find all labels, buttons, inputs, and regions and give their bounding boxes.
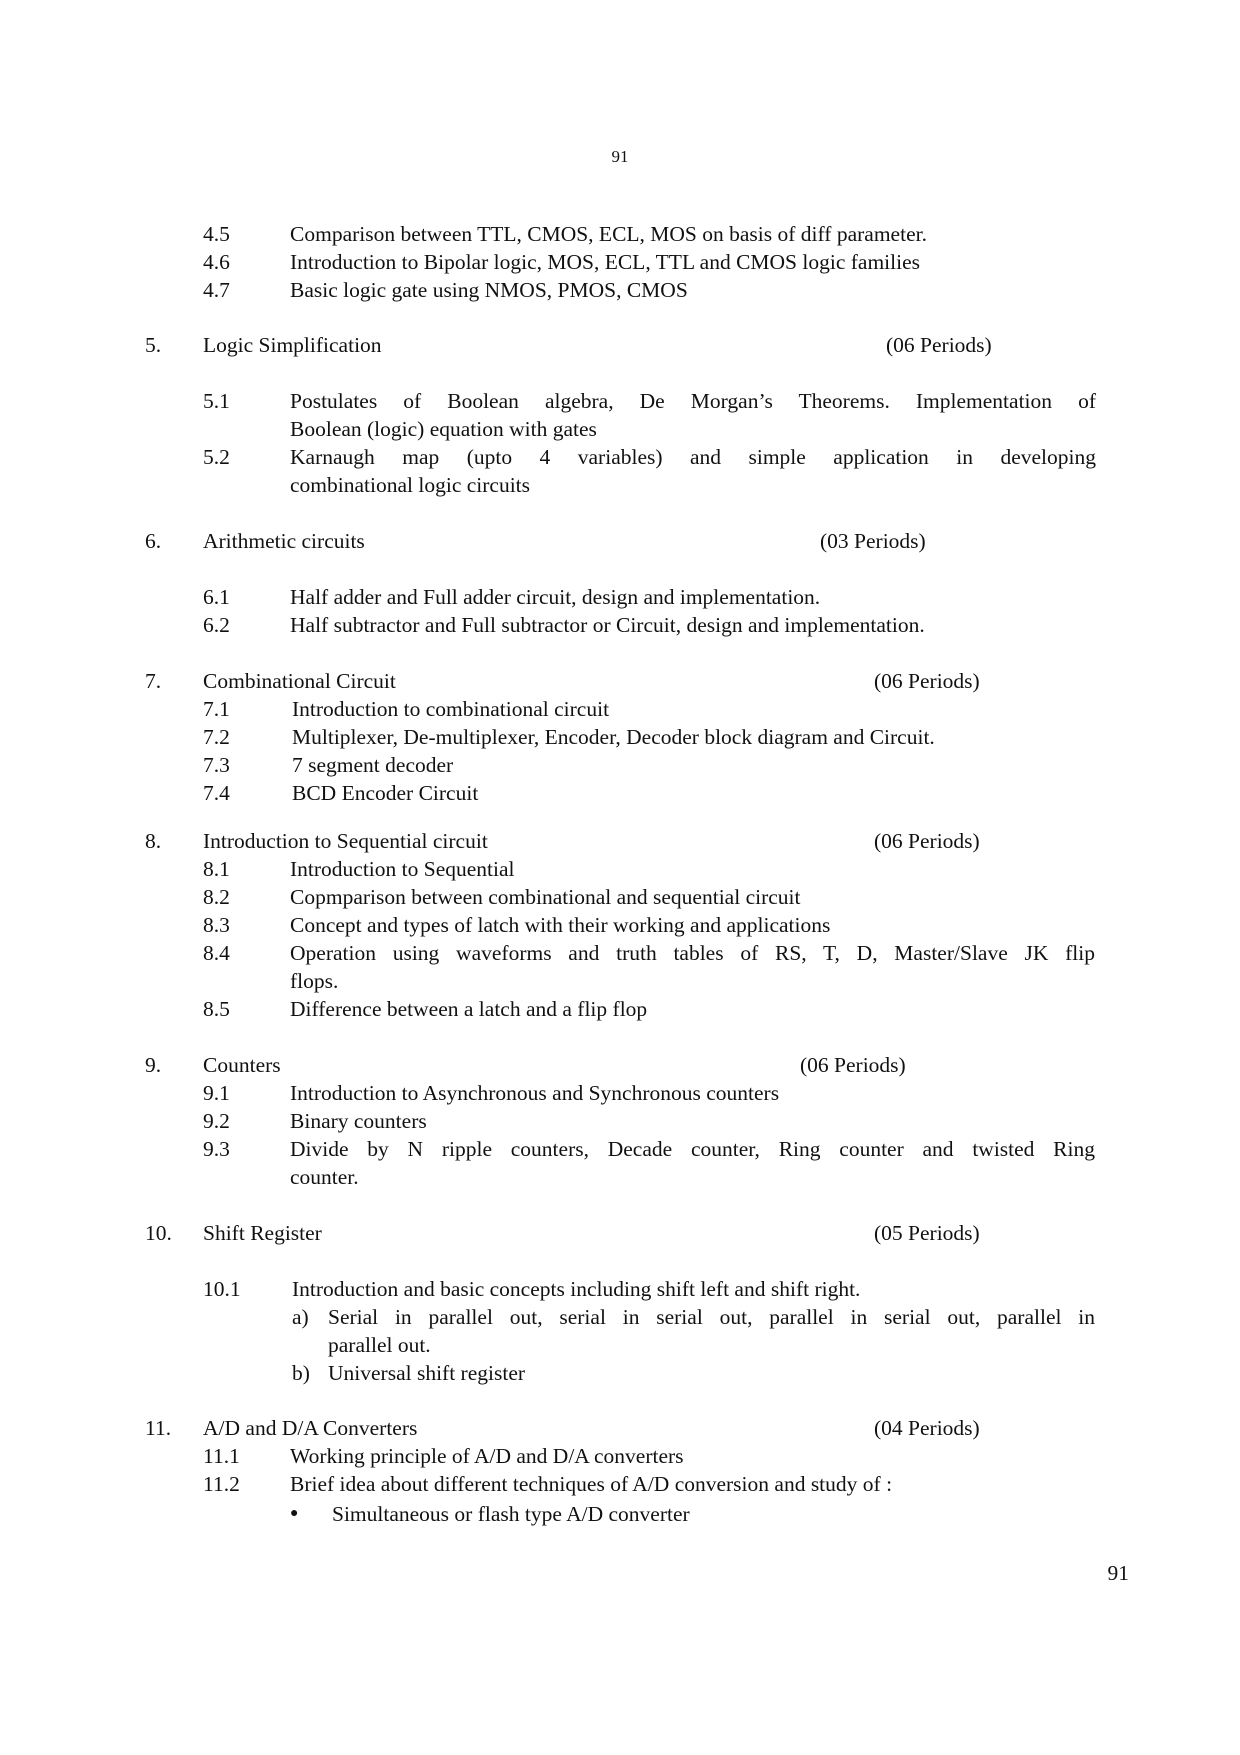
list-item-continuation bbox=[0, 471, 1240, 499]
section-periods: (03 Periods) bbox=[820, 529, 926, 553]
item-text: combinational logic circuits bbox=[290, 473, 531, 497]
bullet-item bbox=[0, 1500, 1240, 1528]
section-heading bbox=[0, 1219, 1240, 1247]
item-number: 5.2 bbox=[203, 445, 230, 469]
item-number: 8.4 bbox=[203, 941, 230, 965]
list-subitem bbox=[0, 1303, 1240, 1331]
list-item bbox=[0, 1275, 1240, 1303]
item-text: Postulates of Boolean algebra, De Morgan’s Theorems. Implementation of bbox=[290, 389, 1096, 413]
list-item-continuation bbox=[0, 1163, 1240, 1191]
item-text: Difference between a latch and a flip flop bbox=[290, 997, 648, 1021]
item-number: 11.2 bbox=[203, 1472, 240, 1496]
item-text: Basic logic gate using NMOS, PMOS, CMOS bbox=[290, 278, 688, 302]
subitem-letter: a) bbox=[292, 1305, 309, 1329]
section-periods: (06 Periods) bbox=[886, 333, 992, 357]
list-item bbox=[0, 1470, 1240, 1498]
list-item bbox=[0, 723, 1240, 751]
list-item bbox=[0, 1442, 1240, 1470]
item-text: Half subtractor and Full subtractor or Circuit, design and implementation. bbox=[290, 613, 925, 637]
list-item bbox=[0, 883, 1240, 911]
item-text: Introduction to Sequential bbox=[290, 857, 515, 881]
section-number: 6. bbox=[145, 529, 162, 553]
page-number-bottom: 91 bbox=[1107, 1561, 1129, 1585]
item-number: 7.2 bbox=[203, 725, 230, 749]
list-item bbox=[0, 939, 1240, 967]
item-number: 10.1 bbox=[203, 1277, 241, 1301]
item-text: counter. bbox=[290, 1165, 359, 1189]
list-item bbox=[0, 855, 1240, 883]
item-text: Karnaugh map (upto 4 variables) and simple application in developing bbox=[290, 445, 1096, 469]
section-heading bbox=[0, 1414, 1240, 1442]
list-item bbox=[0, 220, 1240, 248]
list-item bbox=[0, 611, 1240, 639]
list-item bbox=[0, 995, 1240, 1023]
section-heading bbox=[0, 1051, 1240, 1079]
item-text: Boolean (logic) equation with gates bbox=[290, 417, 597, 441]
subitem-letter: b) bbox=[292, 1361, 310, 1385]
section-periods: (06 Periods) bbox=[874, 829, 980, 853]
section-heading bbox=[0, 331, 1240, 359]
item-number: 4.5 bbox=[203, 222, 230, 246]
section-periods: (06 Periods) bbox=[800, 1053, 906, 1077]
list-item-continuation bbox=[0, 1331, 1240, 1359]
list-item-continuation bbox=[0, 415, 1240, 443]
section-number: 9. bbox=[145, 1053, 162, 1077]
list-item bbox=[0, 1135, 1240, 1163]
item-text: parallel out. bbox=[328, 1333, 431, 1357]
list-item bbox=[0, 248, 1240, 276]
section-number: 10. bbox=[145, 1221, 172, 1245]
item-text: Introduction and basic concepts including shift left and shift right. bbox=[292, 1277, 861, 1301]
item-text: 7 segment decoder bbox=[292, 753, 454, 777]
section-heading bbox=[0, 667, 1240, 695]
list-item bbox=[0, 387, 1240, 415]
section-number: 7. bbox=[145, 669, 162, 693]
list-item bbox=[0, 276, 1240, 304]
list-item-continuation bbox=[0, 967, 1240, 995]
item-text: Multiplexer, De-multiplexer, Encoder, Decoder block diagram and Circuit. bbox=[292, 725, 935, 749]
section-title: Counters bbox=[203, 1053, 281, 1077]
item-number: 8.1 bbox=[203, 857, 230, 881]
item-number: 8.2 bbox=[203, 885, 230, 909]
item-text: Serial in parallel out, serial in serial out, parallel in serial out, parallel in bbox=[328, 1305, 1095, 1329]
item-text: Concept and types of latch with their working and applications bbox=[290, 913, 831, 937]
item-number: 9.3 bbox=[203, 1137, 230, 1161]
item-text: Divide by N ripple counters, Decade counter, Ring counter and twisted Ring bbox=[290, 1137, 1095, 1161]
item-number: 4.7 bbox=[203, 278, 230, 302]
item-number: 9.2 bbox=[203, 1109, 230, 1133]
section-periods: (06 Periods) bbox=[874, 669, 980, 693]
section-number: 5. bbox=[145, 333, 162, 357]
section-title: A/D and D/A Converters bbox=[203, 1416, 418, 1440]
list-item bbox=[0, 1079, 1240, 1107]
item-number: 6.2 bbox=[203, 613, 230, 637]
section-title: Introduction to Sequential circuit bbox=[203, 829, 488, 853]
list-item bbox=[0, 1107, 1240, 1135]
item-text: Introduction to Asynchronous and Synchronous counters bbox=[290, 1081, 780, 1105]
list-item bbox=[0, 911, 1240, 939]
item-text: Working principle of A/D and D/A converters bbox=[290, 1444, 684, 1468]
section-title: Combinational Circuit bbox=[203, 669, 396, 693]
item-number: 7.4 bbox=[203, 781, 230, 805]
item-number: 5.1 bbox=[203, 389, 230, 413]
list-item bbox=[0, 583, 1240, 611]
list-subitem bbox=[0, 1359, 1240, 1387]
item-number: 6.1 bbox=[203, 585, 230, 609]
item-text: Universal shift register bbox=[328, 1361, 526, 1385]
item-number: 8.3 bbox=[203, 913, 230, 937]
item-text: Binary counters bbox=[290, 1109, 427, 1133]
section-number: 8. bbox=[145, 829, 162, 853]
item-text: flops. bbox=[290, 969, 339, 993]
list-item bbox=[0, 751, 1240, 779]
item-number: 8.5 bbox=[203, 997, 230, 1021]
item-text: Introduction to combinational circuit bbox=[292, 697, 610, 721]
item-text: Brief idea about different techniques of A/D conversion and study of : bbox=[290, 1472, 893, 1496]
page-number-top: 91 bbox=[611, 147, 629, 166]
item-text: Half adder and Full adder circuit, design and implementation. bbox=[290, 585, 821, 609]
section-number: 11. bbox=[145, 1416, 172, 1440]
item-text: Copmparison between combinational and sequential circuit bbox=[290, 885, 801, 909]
list-item bbox=[0, 443, 1240, 471]
item-text: Simultaneous or flash type A/D converter bbox=[332, 1502, 690, 1526]
section-heading bbox=[0, 527, 1240, 555]
item-number: 7.3 bbox=[203, 753, 230, 777]
item-number: 9.1 bbox=[203, 1081, 230, 1105]
item-number: 7.1 bbox=[203, 697, 230, 721]
item-text: Introduction to Bipolar logic, MOS, ECL, TTL and CMOS logic families bbox=[290, 250, 921, 274]
section-heading bbox=[0, 827, 1240, 855]
section-periods: (04 Periods) bbox=[874, 1416, 980, 1440]
item-text: Comparison between TTL, CMOS, ECL, MOS on basis of diff parameter. bbox=[290, 222, 927, 246]
item-number: 11.1 bbox=[203, 1444, 240, 1468]
item-number: 4.6 bbox=[203, 250, 230, 274]
bullet-icon: ● bbox=[290, 1506, 299, 1521]
item-text: BCD Encoder Circuit bbox=[292, 781, 479, 805]
section-title: Shift Register bbox=[203, 1221, 322, 1245]
list-item bbox=[0, 779, 1240, 807]
section-periods: (05 Periods) bbox=[874, 1221, 980, 1245]
section-title: Logic Simplification bbox=[203, 333, 382, 357]
list-item bbox=[0, 695, 1240, 723]
section-title: Arithmetic circuits bbox=[203, 529, 365, 553]
item-text: Operation using waveforms and truth tables of RS, T, D, Master/Slave JK flip bbox=[290, 941, 1095, 965]
